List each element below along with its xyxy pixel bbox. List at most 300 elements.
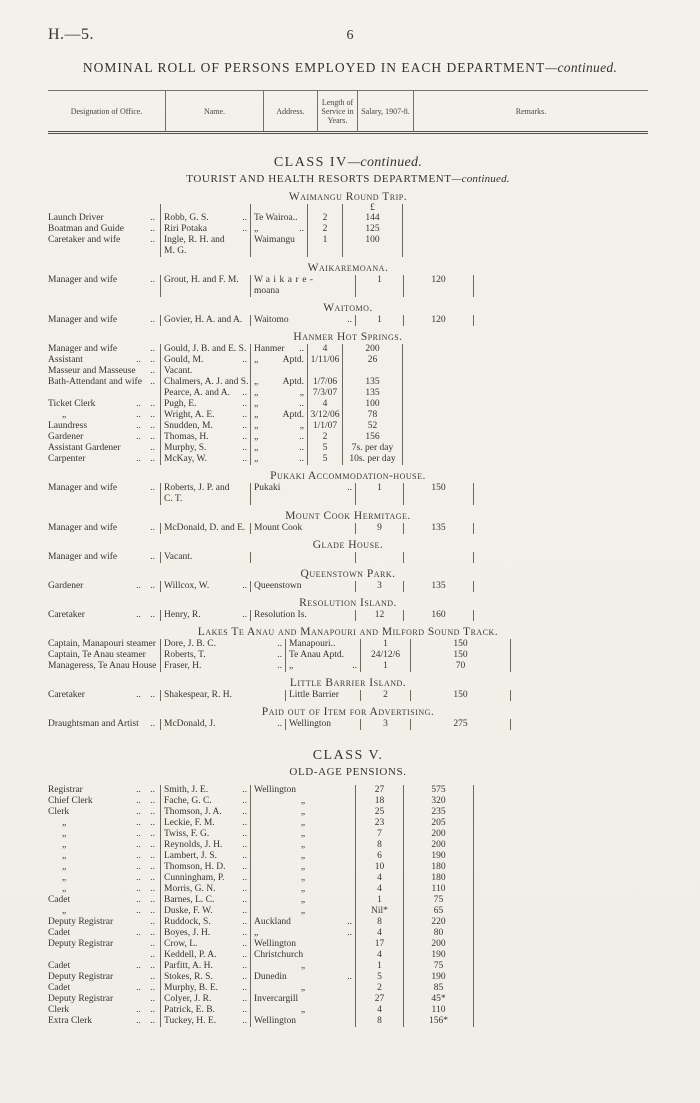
designation-text: „	[62, 410, 67, 420]
cell-service-years: 4	[355, 928, 403, 939]
dot-leader: ..	[150, 719, 155, 729]
table-row	[48, 661, 648, 672]
designation-text: Cadet	[48, 928, 71, 938]
designation-text: Manager and wife	[48, 344, 118, 354]
cell-service-years: 2	[307, 224, 342, 235]
cell-service-years: 1/1/07	[307, 421, 342, 432]
table-row	[48, 443, 648, 454]
table-row	[48, 432, 648, 443]
dot-leader: ..	[242, 983, 247, 993]
cell-remarks	[473, 939, 648, 950]
table-row	[48, 235, 648, 257]
table-row	[48, 410, 648, 421]
cell-designation	[48, 917, 160, 928]
cell-address	[250, 377, 307, 388]
cell-designation	[48, 432, 160, 443]
dot-leader: ..	[150, 523, 155, 533]
table-row	[48, 873, 648, 884]
name-text: Thomson, H. D.	[164, 862, 226, 872]
cell-name	[160, 719, 285, 730]
cell-remarks	[473, 807, 648, 818]
cell-salary: 235	[403, 807, 473, 818]
cell-remarks	[473, 895, 648, 906]
dot-leader: ..	[242, 1016, 247, 1026]
department-heading-continued: —continued.	[451, 173, 510, 185]
dot-leader: .. ..	[136, 610, 155, 620]
cell-address	[285, 719, 360, 730]
dot-leader: ..	[242, 928, 247, 938]
cell-remarks	[473, 851, 648, 862]
address-text: „	[254, 388, 259, 398]
dot-leader	[156, 639, 159, 650]
cell-remarks	[473, 950, 648, 961]
address-text: Auckland	[254, 917, 291, 927]
cell-address	[250, 862, 355, 873]
address-text: Pukaki	[254, 483, 281, 493]
cell-service-years: 25	[355, 807, 403, 818]
address-text: Christchurch	[254, 950, 304, 960]
section-rows	[48, 275, 648, 297]
dot-leader: ..	[242, 873, 247, 883]
cell-designation	[48, 224, 160, 235]
cell-service-years: 2	[307, 432, 342, 443]
dot-leader: ..	[242, 785, 247, 795]
section-rows	[48, 690, 648, 701]
designation-text: Assistant	[48, 355, 83, 365]
table-row	[48, 213, 648, 224]
designation-text: Launch Driver	[48, 213, 104, 223]
table-section	[48, 303, 648, 326]
table-row	[48, 939, 648, 950]
cell-name	[160, 961, 250, 972]
cell-designation	[48, 581, 160, 592]
cell-address	[250, 355, 307, 366]
address-right-text	[305, 829, 308, 840]
class-heading-continued: —continued.	[347, 155, 423, 170]
section-rows	[48, 639, 648, 672]
cell-address	[250, 443, 307, 454]
cell-salary: 10s. per day	[342, 454, 402, 465]
page-number: 6	[346, 28, 354, 43]
table-section	[48, 263, 648, 297]
cell-name	[160, 483, 250, 505]
cell-address	[250, 895, 355, 906]
dot-leader: ..	[150, 443, 155, 453]
dot-leader: ..	[242, 581, 247, 591]
cell-address	[250, 928, 355, 939]
dot-leader: ..	[242, 851, 247, 861]
cell-service-years: 8	[355, 1016, 403, 1027]
section-rows	[48, 523, 648, 534]
table-section	[48, 598, 648, 621]
section-rows	[48, 785, 648, 1027]
cell-designation	[48, 454, 160, 465]
designation-text: Laundress	[48, 421, 88, 431]
dot-leader: ..	[242, 862, 247, 872]
dot-leader: .. ..	[136, 432, 155, 442]
cell-address	[250, 581, 355, 592]
dot-leader: ..	[242, 917, 247, 927]
designation-text: Caretaker	[48, 690, 85, 700]
name-text: Fache, G. C.	[164, 796, 212, 806]
dot-leader: .. ..	[136, 829, 155, 839]
cell-salary: 200	[342, 344, 402, 355]
designation-text: Draughtsman and Artist	[48, 719, 139, 729]
table-row	[48, 895, 648, 906]
cell-address	[250, 818, 355, 829]
cell-salary: 160	[403, 610, 473, 621]
dot-leader: .. ..	[136, 851, 155, 861]
cell-salary: 70	[410, 661, 510, 672]
cell-service-years: 1	[355, 895, 403, 906]
cell-remarks	[402, 213, 648, 224]
cell-designation	[48, 204, 160, 213]
name-text: Tuckey, H. E.	[164, 1016, 217, 1026]
cell-salary: 120	[403, 275, 473, 297]
dot-leader: .. ..	[136, 983, 155, 993]
cell-designation	[48, 950, 160, 961]
dot-leader: .. ..	[136, 862, 155, 872]
designation-text: Carpenter	[48, 454, 86, 464]
dot-leader: ..	[242, 1005, 247, 1015]
cell-address	[250, 972, 355, 983]
address-text: Te Anau Aptd.	[289, 650, 345, 660]
cell-designation	[48, 972, 160, 983]
section-rows	[48, 552, 648, 563]
cell-designation	[48, 785, 160, 796]
cell-name	[160, 840, 250, 851]
table-row	[48, 315, 648, 326]
cell-remarks	[402, 366, 648, 377]
address-text: „	[300, 818, 306, 828]
cell-service-years: 7	[355, 829, 403, 840]
table-section	[48, 332, 648, 465]
name-text: Barnes, L. C.	[164, 895, 215, 905]
address-right-text	[305, 807, 308, 818]
cell-service-years: 4	[355, 873, 403, 884]
table-row	[48, 377, 648, 388]
dot-leader: ..	[150, 275, 155, 285]
dot-leader: ..	[242, 610, 247, 620]
cell-remarks	[473, 523, 648, 534]
designation-text: Chief Clerk	[48, 796, 93, 806]
table-row	[48, 906, 648, 917]
cell-remarks	[402, 377, 648, 388]
cell-salary: 144	[342, 213, 402, 224]
address-right-text: ..	[347, 917, 352, 927]
address-right-text	[305, 961, 308, 972]
cell-address	[250, 950, 355, 961]
cell-salary: 110	[403, 884, 473, 895]
address-text: „	[254, 355, 259, 365]
table-row	[48, 719, 648, 730]
designation-text: Manager and wife	[48, 315, 118, 325]
name-text: Thomson, J. A.	[164, 807, 222, 817]
cell-designation	[48, 818, 160, 829]
cell-remarks	[473, 983, 648, 994]
class-heading-text: CLASS V.	[312, 748, 384, 763]
cell-remarks	[473, 552, 648, 563]
cell-remarks	[473, 862, 648, 873]
cell-address	[250, 366, 307, 377]
cell-remarks	[473, 1005, 648, 1016]
cell-address	[285, 690, 360, 701]
cell-salary: 45*	[403, 994, 473, 1005]
dot-leader: ..	[150, 939, 155, 949]
name-text: Pugh, E.	[164, 399, 197, 409]
cell-salary: 200	[403, 829, 473, 840]
cell-remarks	[473, 884, 648, 895]
cell-designation	[48, 355, 160, 366]
cell-name	[160, 862, 250, 873]
address-right-text: ..	[347, 972, 352, 982]
cell-salary: 65	[403, 906, 473, 917]
dot-leader: .. ..	[136, 906, 155, 916]
table-row	[48, 884, 648, 895]
address-right-text	[305, 873, 308, 884]
cell-designation	[48, 523, 160, 534]
address-right-text: ..	[299, 454, 304, 464]
cell-salary: 190	[403, 972, 473, 983]
cell-remarks	[402, 454, 648, 465]
cell-name	[160, 213, 250, 224]
cell-service-years: 1	[307, 235, 342, 257]
name-text: Gould, J. B. and E. S.	[164, 344, 247, 354]
cell-name	[160, 785, 250, 796]
section-heading: Hanmer Hot Springs.	[293, 331, 403, 343]
header-length-of-service: Length of Service in Years.	[317, 91, 357, 131]
table-section	[48, 471, 648, 505]
address-right-text	[305, 840, 308, 851]
name-text: Morris, G. N.	[164, 884, 216, 894]
address-text: Waimangu	[254, 235, 295, 245]
cell-remarks	[402, 432, 648, 443]
address-text: „	[300, 807, 306, 817]
designation-text: „	[62, 829, 67, 839]
table-row	[48, 972, 648, 983]
designation-text: Deputy Registrar	[48, 917, 114, 927]
address-right-text: Aptd.	[282, 377, 304, 387]
cell-remarks	[473, 1016, 648, 1027]
dot-leader: ..	[242, 939, 247, 949]
name-text: Robb, G. S.	[164, 213, 209, 223]
name-text: Willcox, W.	[164, 581, 210, 591]
cell-name	[160, 523, 250, 534]
cell-name	[160, 639, 285, 650]
cell-remarks	[402, 235, 648, 257]
cell-address	[250, 523, 355, 534]
cell-name	[160, 939, 250, 950]
cell-service-years: 10	[355, 862, 403, 873]
name-text: Murphy, S.	[164, 443, 207, 453]
cell-name	[160, 818, 250, 829]
table-row	[48, 818, 648, 829]
cell-salary: 320	[403, 796, 473, 807]
cell-salary: 156	[342, 432, 402, 443]
designation-text: „	[62, 906, 67, 916]
cell-name	[160, 690, 285, 701]
table-row	[48, 483, 648, 505]
name-text: Fraser, H.	[164, 661, 202, 671]
cell-service-years: 8	[355, 917, 403, 928]
dot-leader: ..	[242, 950, 247, 960]
cell-address	[250, 939, 355, 950]
dot-leader: ..	[242, 432, 247, 442]
cell-service-years: 1	[355, 275, 403, 297]
cell-designation	[48, 213, 160, 224]
cell-service-years: 4	[355, 950, 403, 961]
cell-designation	[48, 961, 160, 972]
table-row	[48, 421, 648, 432]
name-text-line2: M. G.	[164, 246, 187, 256]
designation-text: Ticket Clerk	[48, 399, 96, 409]
cell-remarks	[473, 873, 648, 884]
name-text: Cunningham, P.	[164, 873, 225, 883]
cell-address	[285, 650, 360, 661]
section-heading: Waitomo.	[323, 302, 373, 314]
department-heading-text: TOURIST AND HEALTH RESORTS DEPARTMENT	[186, 173, 452, 185]
cell-designation	[48, 610, 160, 621]
cell-service-years: 3	[355, 581, 403, 592]
dot-leader: .. ..	[136, 818, 155, 828]
cell-remarks	[473, 483, 648, 505]
section-heading: Little Barrier Island.	[289, 677, 407, 689]
cell-designation	[48, 862, 160, 873]
department-heading	[48, 173, 648, 186]
cell-address	[250, 994, 355, 1005]
table-row	[48, 1016, 648, 1027]
cell-salary: 85	[403, 983, 473, 994]
name-text: Colyer, J. R.	[164, 994, 212, 1004]
cell-service-years: 2	[360, 690, 410, 701]
cell-service-years: 23	[355, 818, 403, 829]
section-heading: Waimangu Round Trip.	[288, 191, 408, 203]
name-text: Wright, A. E.	[164, 410, 215, 420]
section-rows	[48, 344, 648, 465]
cell-remarks	[402, 204, 648, 213]
cell-remarks	[473, 275, 648, 297]
name-text: Govier, H. A. and A.	[164, 315, 243, 325]
cell-address	[250, 388, 307, 399]
designation-text: Deputy Registrar	[48, 994, 114, 1004]
designation-text: Assistant Gardener	[48, 443, 121, 453]
name-text: Stokes, R. S.	[164, 972, 213, 982]
cell-designation	[48, 851, 160, 862]
designation-text: Manager and wife	[48, 523, 118, 533]
address-text: „	[289, 661, 294, 671]
dot-leader: .. ..	[136, 928, 155, 938]
cell-salary: 190	[403, 950, 473, 961]
address-text: Invercargill	[254, 994, 299, 1004]
cell-name	[160, 983, 250, 994]
cell-remarks	[473, 818, 648, 829]
name-text: Gould, M.	[164, 355, 204, 365]
name-text-line2: C. T.	[164, 494, 183, 504]
cell-service-years: Nil*	[355, 906, 403, 917]
address-text: Dunedin	[254, 972, 287, 982]
cell-service-years: 9	[355, 523, 403, 534]
table-row	[48, 862, 648, 873]
address-text: Te Wairoa..	[254, 213, 298, 223]
header-name: Name.	[165, 91, 263, 131]
cell-remarks	[402, 355, 648, 366]
cell-remarks	[473, 796, 648, 807]
section-rows	[48, 315, 648, 326]
header-remarks: Remarks.	[413, 91, 648, 131]
cell-name	[160, 235, 250, 257]
table-row	[48, 1005, 648, 1016]
table-section	[48, 707, 648, 730]
cell-name	[160, 807, 250, 818]
dot-leader: .. ..	[136, 961, 155, 971]
cell-salary: 135	[342, 388, 402, 399]
dot-leader: .. ..	[136, 399, 155, 409]
page-title	[0, 60, 700, 76]
dot-leader: .. ..	[136, 796, 155, 806]
address-right-text	[305, 906, 308, 917]
cell-address	[250, 961, 355, 972]
cell-salary: 150	[403, 483, 473, 505]
cell-salary: 275	[410, 719, 510, 730]
cell-designation	[48, 906, 160, 917]
table-row	[48, 994, 648, 1005]
table-row	[48, 961, 648, 972]
cell-address	[250, 1005, 355, 1016]
cell-name	[160, 224, 250, 235]
cell-address	[250, 983, 355, 994]
cell-address	[250, 344, 307, 355]
cell-salary: 575	[403, 785, 473, 796]
currency-symbol-row	[48, 204, 648, 213]
dot-leader: ..	[150, 213, 155, 223]
cell-salary: 180	[403, 873, 473, 884]
cell-salary: 125	[342, 224, 402, 235]
address-right-text	[305, 895, 308, 906]
cell-remarks	[473, 961, 648, 972]
cell-name	[160, 796, 250, 807]
designation-text: Deputy Registrar	[48, 972, 114, 982]
dot-leader: .. ..	[136, 581, 155, 591]
table-row	[48, 983, 648, 994]
section-heading: Queenstown Park.	[300, 568, 396, 580]
address-text: „	[254, 399, 259, 409]
table-row	[48, 454, 648, 465]
name-text: Parfitt, A. H.	[164, 961, 213, 971]
cell-remarks	[510, 661, 648, 672]
name-text: Vacant.	[164, 366, 193, 376]
address-text: Wellington	[289, 719, 331, 729]
designation-text: „	[62, 862, 67, 872]
cell-salary: 180	[403, 862, 473, 873]
cell-designation	[48, 275, 160, 297]
dot-leader: ..	[242, 884, 247, 894]
dot-leader: ..	[150, 552, 155, 562]
cell-name	[160, 421, 250, 432]
cell-address	[250, 807, 355, 818]
dot-leader: ..	[150, 972, 155, 982]
cell-salary: 190	[403, 851, 473, 862]
cell-remarks	[402, 443, 648, 454]
cell-service-years: 4	[355, 884, 403, 895]
cell-address	[250, 851, 355, 862]
cell-salary: 135	[342, 377, 402, 388]
section-heading: Glade House.	[312, 539, 384, 551]
cell-designation	[48, 829, 160, 840]
dot-leader: ..	[150, 377, 155, 387]
address-right-text: ..	[299, 443, 304, 453]
designation-text: „	[62, 818, 67, 828]
cell-remarks	[473, 581, 648, 592]
